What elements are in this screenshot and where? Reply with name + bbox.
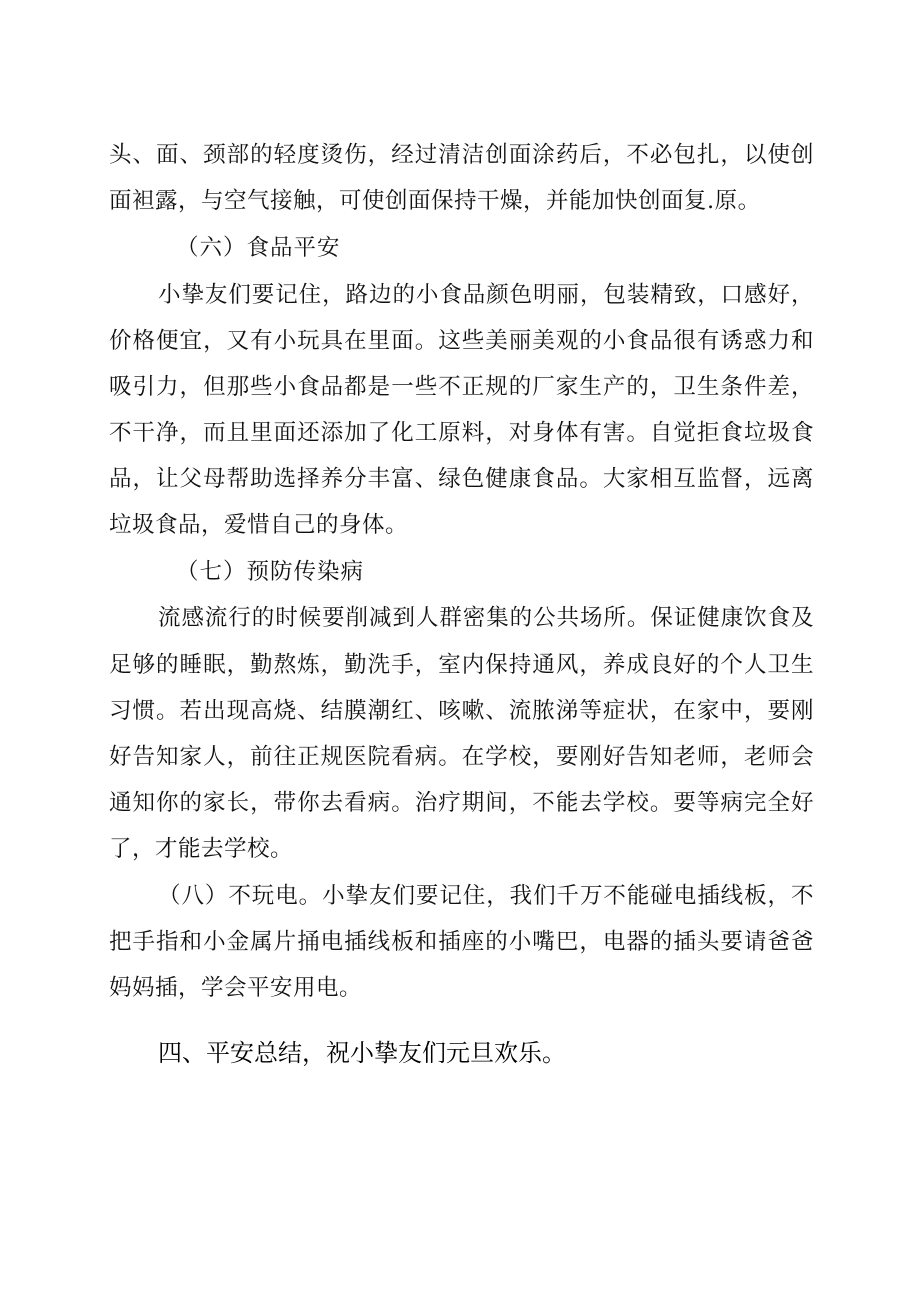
section-six-line-5: 品，让父母帮助选择养分丰富、绿色健康食品。大家相互监督，远离: [109, 466, 814, 492]
section-six-line-6: 垃圾食品，爱惜自己的身体。: [109, 512, 409, 538]
section-seven-line-3: 习惯。若出现高烧、结膜潮红、咳嗽、流脓涕等症状，在家中，要刚: [109, 698, 814, 724]
section-seven-line-5: 通知你的家长，带你去看病。治疗期间，不能去学校。要等病完全好: [109, 790, 814, 816]
section-eight-line-2: 把手指和小金属片捅电插线板和插座的小嘴巴，电器的插头要请爸爸: [109, 929, 814, 955]
section-seven-line-2: 足够的睡眠，勤熬炼，勤洗手，室内保持通风，养成良好的个人卫生: [109, 652, 814, 678]
section-six-line-2: 价格便宜，又有小玩具在里面。这些美丽美观的小食品很有诱惑力和: [109, 328, 814, 354]
section-eight-line-3: 妈妈插，学会平安用电。: [109, 975, 363, 1001]
section-six-line-3: 吸引力，但那些小食品都是一些不正规的厂家生产的，卫生条件差，: [109, 374, 814, 400]
section-seven-title: （七）预防传染病: [176, 559, 365, 585]
burn-paragraph-line-1: 头、面、颈部的轻度烫伤，经过清洁创面涂药后，不必包扎，以使创: [109, 142, 814, 168]
section-eight-line-1: （八）不玩电。小挚友们要记住，我们千万不能碰电插线板，不: [158, 883, 814, 909]
section-six-title: （六）食品平安: [176, 235, 341, 261]
section-seven-line-4: 好告知家人，前往正规医院看病。在学校，要刚好告知老师，老师会: [109, 744, 814, 770]
section-seven-line-6: 了，才能去学校。: [109, 836, 294, 862]
burn-paragraph-line-2: 面袒露，与空气接触，可使创面保持干燥，并能加快创面复.原。: [109, 188, 761, 214]
summary-heading: 四、平安总结，祝小挚友们元旦欢乐。: [158, 1039, 566, 1067]
section-six-line-4: 不干净，而且里面还添加了化工原料，对身体有害。自觉拒食垃圾食: [109, 420, 814, 446]
section-six-line-1: 小挚友们要记住，路边的小食品颜色明丽，包装精致，口感好，: [158, 282, 814, 308]
section-seven-line-1: 流感流行的时候要削减到人群密集的公共场所。保证健康饮食及: [158, 605, 814, 631]
